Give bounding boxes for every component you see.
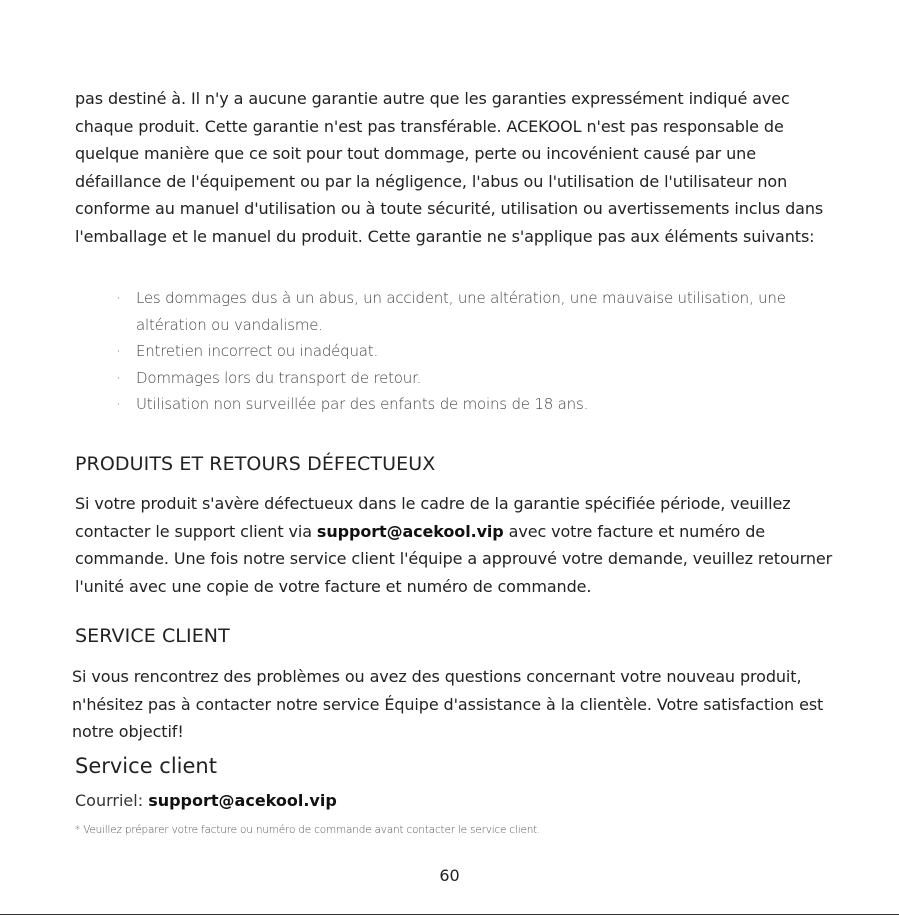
bullet-dot: · (116, 289, 121, 307)
footer-rule (0, 914, 899, 915)
list-item (116, 391, 846, 418)
defective-returns-paragraph (75, 490, 845, 600)
bullet-dot: · (116, 395, 121, 413)
list-item-text: Utilisation non surveillée par des enfants de moins de 18 ans. (136, 395, 589, 413)
list-item (116, 338, 846, 365)
support-email-link[interactable]: support@acekool.vip (316, 521, 504, 541)
defective-text-after: avec votre facture et numéro de commande. Une fois notre service client l'équipe a approuvé votre demande, veuillez retourner l'unité avec une copie de votre facture et numéro de commande. (75, 521, 833, 596)
customer-service-heading: SERVICE CLIENT (75, 625, 230, 647)
list-item-text: Les dommages dus à un abus, un accident, une altération, une mauvaise utilisation, une altération ou vandalisme. (136, 289, 786, 334)
list-item (116, 285, 846, 338)
contact-heading: Service client (75, 754, 217, 778)
list-item-text: Entretien incorrect ou inadéquat. (136, 342, 379, 360)
defective-text-before: Si votre produit s'avère défectueux dans le cadre de la garantie spécifiée période, veuillez contacter le support client via (75, 494, 791, 541)
warranty-intro-paragraph: pas destiné à. Il n'y a aucune garantie autre que les garanties expressément indiqué avec chaque produit. Cette garantie n'est pas transférable. ACEKOOL n'est pas responsable de quelque manière que ce soit pour tout dommage, perte ou incovénient causé par une défaillance de l'équipement ou par la négligence, l'abus ou l'utilisation de l'utilisateur non conforme au manuel d'utilisation ou à toute sécurité, utilisation ou avertissements inclus dans l'emballage et le manuel du produit. Cette garantie ne s'applique pas aux éléments suivants: (75, 89, 824, 246)
email-label: Courriel: (75, 791, 149, 810)
customer-service-paragraph: Si vous rencontrez des problèmes ou avez des questions concernant votre nouveau produit, n'hésitez pas à contacter notre service Équipe d'assistance à la clientèle. Votre satisfaction est notre objectif! (72, 667, 824, 741)
bullet-dot: · (116, 368, 121, 387)
contact-note: * Veuillez préparer votre facture ou numéro de commande avant contacter le service client. (75, 824, 541, 836)
contact-email-link[interactable]: support@acekool.vip (148, 791, 337, 810)
warranty-exclusions-list (116, 285, 846, 418)
defective-returns-heading: PRODUITS ET RETOURS DÉFECTUEUX (75, 453, 436, 475)
contact-line (75, 791, 337, 810)
page-number: 60 (439, 866, 460, 885)
list-item-text: Dommages lors du transport de retour. (136, 368, 422, 387)
list-item (116, 365, 846, 392)
bullet-dot: · (116, 342, 121, 360)
